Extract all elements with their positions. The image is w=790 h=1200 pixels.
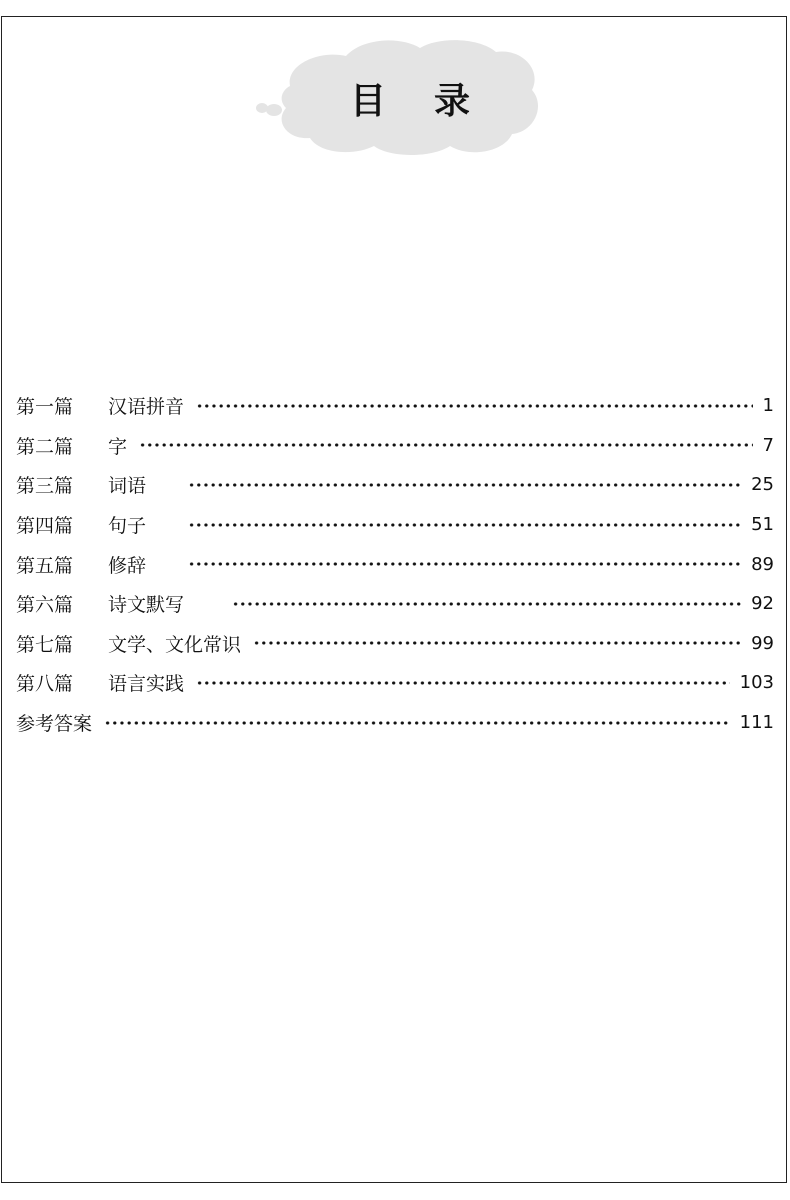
toc-title: 汉语拼音 xyxy=(108,396,185,419)
toc-title: 文学、文化常识 xyxy=(108,633,242,656)
toc-row[interactable] xyxy=(16,386,774,426)
toc-page-number: 1 xyxy=(762,395,774,417)
toc-page-number: 89 xyxy=(751,553,774,575)
toc-page-number: 103 xyxy=(739,672,774,694)
toc-row[interactable] xyxy=(16,703,774,743)
title-char-mu: 目 xyxy=(349,80,386,122)
dot-leader xyxy=(196,396,753,416)
toc-row[interactable] xyxy=(16,624,774,664)
toc-title: 字 xyxy=(108,435,128,458)
dot-leader xyxy=(253,633,741,653)
toc-row[interactable] xyxy=(16,544,774,584)
dot-leader xyxy=(188,475,741,495)
toc-title: 诗文默写 xyxy=(108,594,185,617)
title-char-lu: 录 xyxy=(433,80,470,122)
toc-title: 参考答案 xyxy=(16,713,93,736)
dot-leader xyxy=(139,435,753,455)
toc-page-number: 51 xyxy=(751,514,774,536)
page-title xyxy=(340,70,480,126)
toc-row[interactable] xyxy=(16,584,774,624)
toc-part-label: 第五篇 xyxy=(16,554,74,577)
dot-leader xyxy=(188,554,741,574)
dot-leader xyxy=(104,713,730,733)
dot-leader xyxy=(188,515,741,535)
toc-part-label: 第七篇 xyxy=(16,633,74,656)
toc-page-number: 92 xyxy=(751,593,774,615)
toc-title: 句子 xyxy=(108,515,147,538)
toc-page-number: 99 xyxy=(751,632,774,654)
toc-title: 修辞 xyxy=(108,554,147,577)
toc-part-label: 第四篇 xyxy=(16,515,74,538)
table-of-contents xyxy=(16,386,774,742)
toc-page-number: 111 xyxy=(739,712,774,734)
toc-part-label: 第一篇 xyxy=(16,396,74,419)
toc-row[interactable] xyxy=(16,505,774,545)
toc-row[interactable] xyxy=(16,465,774,505)
toc-page-number: 7 xyxy=(762,434,774,456)
toc-title: 语言实践 xyxy=(108,673,185,696)
toc-part-label: 第八篇 xyxy=(16,673,74,696)
dot-leader xyxy=(232,594,741,614)
toc-part-label: 第二篇 xyxy=(16,435,74,458)
toc-part-label: 第三篇 xyxy=(16,475,74,498)
toc-row[interactable] xyxy=(16,426,774,466)
toc-title: 词语 xyxy=(108,475,147,498)
toc-part-label: 第六篇 xyxy=(16,594,74,617)
toc-page-number: 25 xyxy=(751,474,774,496)
dot-leader xyxy=(196,673,730,693)
toc-row[interactable] xyxy=(16,663,774,703)
